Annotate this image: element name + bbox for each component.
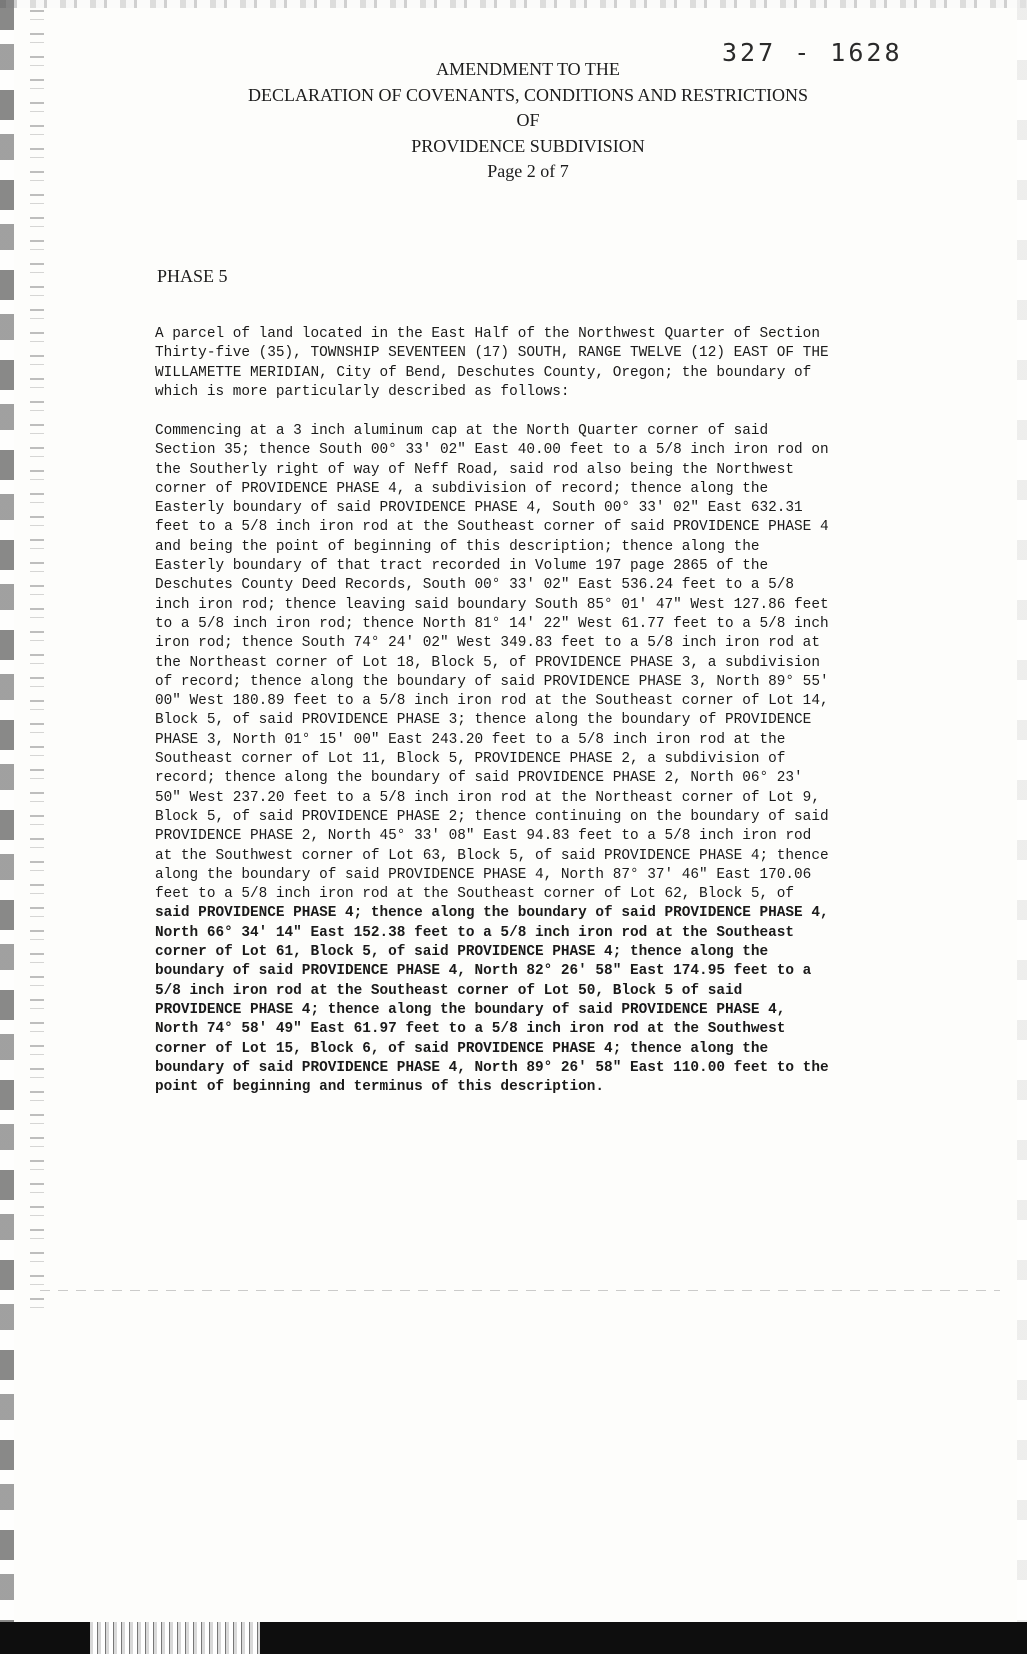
text-line: WILLAMETTE MERIDIAN, City of Bend, Deschutes County, Oregon; the boundary of: [155, 364, 812, 381]
text-line: 50" West 237.20 feet to a 5/8 inch iron rod at the Northeast corner of Lot 9,: [155, 789, 820, 806]
text-line: which is more particularly described as follows:: [155, 383, 570, 400]
text-line: Southeast corner of Lot 11, Block 5, PROVIDENCE PHASE 2, a subdivision of: [155, 751, 786, 768]
header-line-amendment: AMENDMENT TO THE: [436, 59, 620, 79]
scan-left-edge: [0, 0, 14, 1654]
scan-top-edge: [0, 0, 1027, 8]
header-line-subdivision: PROVIDENCE SUBDIVISION: [411, 135, 645, 156]
text-line: Block 5, of said PROVIDENCE PHASE 2; thence continuing on the boundary of said: [155, 808, 829, 825]
header-page-number: Page 2 of 7: [487, 161, 569, 181]
recording-stamp: 327 - 1628: [722, 38, 903, 67]
text-line: feet to a 5/8 inch iron rod at the Southeast corner of Lot 62, Block 5, of: [155, 886, 795, 903]
text-line: the Southerly right of way of Neff Road, said rod also being the Northwest: [155, 461, 795, 478]
text-line: PHASE 3, North 01° 15' 00" East 243.20 feet to a 5/8 inch iron rod at the: [155, 731, 786, 748]
text-line: inch iron rod; thence leaving said boundary South 85° 01' 47" West 127.86 feet: [155, 596, 829, 613]
text-line: Thirty-five (35), TOWNSHIP SEVENTEEN (17) SOUTH, RANGE TWELVE (12) EAST OF THE: [155, 345, 829, 362]
text-line: PROVIDENCE PHASE 2, North 45° 33' 08" East 94.83 feet to a 5/8 inch iron rod: [155, 828, 812, 845]
text-line: North 66° 34' 14" East 152.38 feet to a 5/8 inch iron rod at the Southeast: [155, 924, 795, 941]
text-line: corner of Lot 61, Block 5, of said PROVIDENCE PHASE 4; thence along the: [155, 944, 769, 961]
text-line: North 74° 58' 49" East 61.97 feet to a 5/8 inch iron rod at the Southwest: [155, 1021, 786, 1038]
text-line: Easterly boundary of that tract recorded in Volume 197 page 2865 of the: [155, 558, 769, 575]
text-line: boundary of said PROVIDENCE PHASE 4, North 82° 26' 58" East 174.95 feet to a: [155, 963, 812, 980]
text-line: Deschutes County Deed Records, South 00° 33' 02" East 536.24 feet to a 5/8: [155, 577, 795, 594]
document-header: [180, 57, 876, 185]
header-line-of: OF: [516, 110, 540, 130]
text-line: record; thence along the boundary of said PROVIDENCE PHASE 2, North 06° 23': [155, 770, 803, 787]
header-line-declaration: DECLARATION OF COVENANTS, CONDITIONS AND RESTRICTIONS: [247, 84, 808, 105]
text-line: along the boundary of said PROVIDENCE PHASE 4, North 87° 37' 46" East 170.06: [155, 866, 812, 883]
boundary-description-paragraph: [155, 422, 895, 1097]
text-line: corner of Lot 15, Block 6, of said PROVIDENCE PHASE 4; thence along the: [155, 1040, 769, 1057]
text-line: iron rod; thence South 74° 24' 02" West 349.83 feet to a 5/8 inch iron rod at: [155, 635, 820, 652]
text-line: at the Southwest corner of Lot 63, Block 5, of said PROVIDENCE PHASE 4; thence: [155, 847, 829, 864]
scan-faint-rule: [40, 1290, 1000, 1291]
parcel-intro-paragraph: [155, 325, 895, 402]
text-line: to a 5/8 inch iron rod; thence North 81° 14' 22" West 61.77 feet to a 5/8 inch: [155, 615, 829, 632]
text-line: PROVIDENCE PHASE 4; thence along the boundary of said PROVIDENCE PHASE 4,: [155, 1001, 786, 1018]
text-line: 00" West 180.89 feet to a 5/8 inch iron rod at the Southeast corner of Lot 14,: [155, 693, 829, 710]
text-line: Easterly boundary of said PROVIDENCE PHASE 4, South 00° 33' 02" East 632.31: [155, 500, 803, 517]
text-line: of record; thence along the boundary of said PROVIDENCE PHASE 3, North 89° 55': [155, 673, 829, 690]
text-line: Section 35; thence South 00° 33' 02" East 40.00 feet to a 5/8 inch iron rod on: [155, 442, 829, 459]
text-line: A parcel of land located in the East Half of the Northwest Quarter of Section: [155, 326, 820, 342]
text-line: point of beginning and terminus of this description.: [155, 1079, 605, 1096]
text-line: 5/8 inch iron rod at the Southeast corner of Lot 50, Block 5 of said: [155, 982, 743, 999]
text-line: corner of PROVIDENCE PHASE 4, a subdivision of record; thence along the: [155, 480, 769, 497]
text-line: said PROVIDENCE PHASE 4; thence along the boundary of said PROVIDENCE PHASE 4,: [155, 905, 829, 922]
section-heading: PHASE 5: [157, 266, 228, 286]
scan-right-edge: [1017, 0, 1027, 1654]
text-line: Block 5, of said PROVIDENCE PHASE 3; thence along the boundary of PROVIDENCE: [155, 712, 812, 729]
text-line: feet to a 5/8 inch iron rod at the Southeast corner of said PROVIDENCE PHASE 4: [155, 519, 829, 536]
scan-left-speckle: [30, 10, 44, 1310]
text-line: and being the point of beginning of this description; thence along the: [155, 538, 760, 555]
scan-bottom-gap: [90, 1622, 260, 1654]
text-line: boundary of said PROVIDENCE PHASE 4, North 89° 26' 58" East 110.00 feet to the: [155, 1059, 829, 1076]
text-line: Commencing at a 3 inch aluminum cap at the North Quarter corner of said: [155, 423, 769, 439]
text-line: the Northeast corner of Lot 18, Block 5, of PROVIDENCE PHASE 3, a subdivision: [155, 654, 820, 671]
